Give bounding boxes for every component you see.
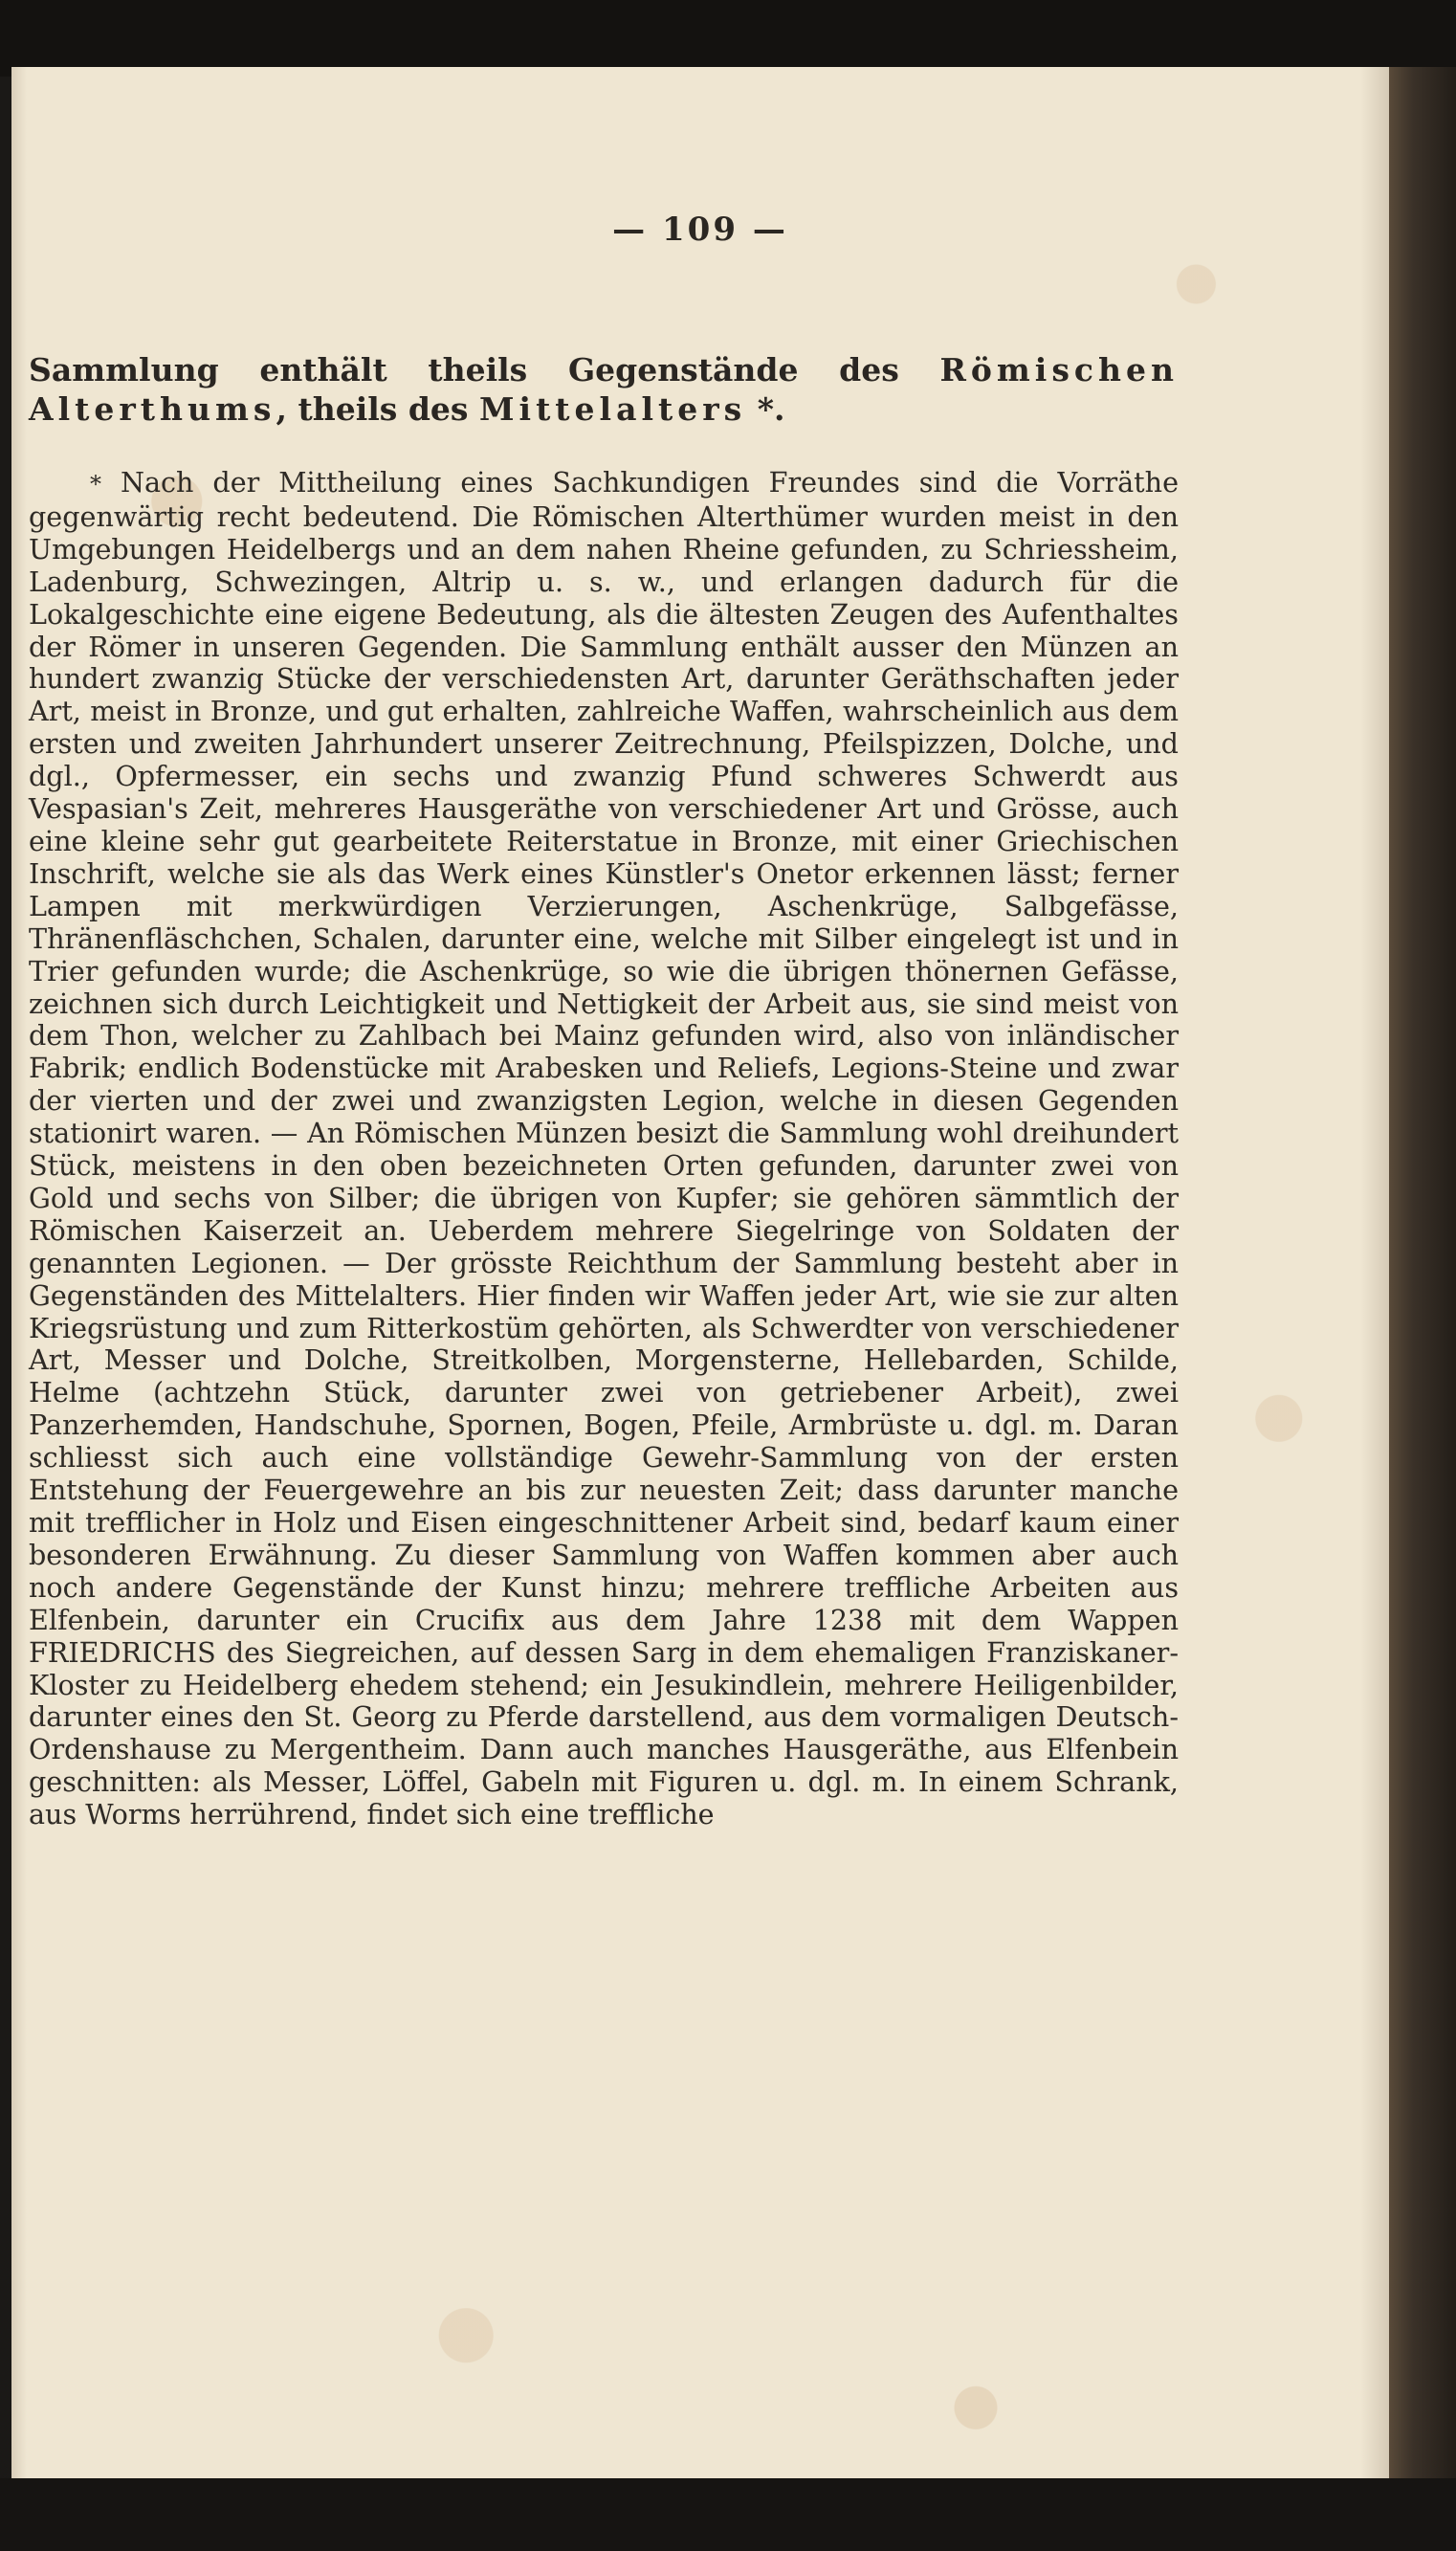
footnote-block bbox=[29, 467, 1179, 1831]
footnote-marker: * bbox=[90, 471, 101, 498]
heading-medieval: Mittelalters bbox=[479, 390, 747, 428]
heading-mid: , theils des bbox=[276, 390, 479, 428]
scan-bottom-border bbox=[0, 2478, 1456, 2551]
footnote-text: Nach der Mittheilung eines Sachkundigen Freundes sind die Vorräthe gegenwärtig recht bedeutend. Die Römischen Alterthümer wurden meist in den Umgebungen Heidelbergs und an dem nahen Rheine gefunden, zu Schriessheim, Ladenburg, Schwezingen, Altrip u. s. w., und erlangen dadurch für die Lokalgeschichte eine eigene Bedeutung, als die ältesten Zeugen des Aufenthaltes der Römer in unseren Gegenden. Die Sammlung enthält ausser den Münzen an hundert zwanzig Stücke der verschiedensten Art, darunter Geräthschaften jeder Art, meist in Bronze, und gut erhalten, zahlreiche Waffen, wahrscheinlich aus dem ersten und zweiten Jahrhundert unserer Zeitrechnung, Pfeilspizzen, Dolche, und dgl., Opfermesser, ein sechs und zwanzig Pfund schweres Schwerdt aus Vespasian's Zeit, mehreres Hausgeräthe von verschiedener Art und Grösse, auch eine kleine sehr gut gearbeitete Reiterstatue in Bronze, mit einer Griechischen Inschrift, welche sie als das Werk eines Künstler's Onetor erkennen lässt; ferner Lampen mit merkwürdigen Verzierungen, Aschenkrüge, Salbgefässe, Thränenfläschchen, Schalen, darunter eine, welche mit Silber eingelegt ist und in Trier gefunden wurde; die Aschenkrüge, so wie die übrigen thönernen Gefässe, zeichnen sich durch Leichtigkeit und Nettigkeit der Arbeit aus, sie sind meist von dem Thon, welcher zu Zahlbach bei Mainz gefunden wird, also von inländischer Fabrik; endlich Bodenstücke mit Arabesken und Reliefs, Legions-Steine und zwar der vierten und der zwei und zwanzigsten Legion, welche in diesen Gegenden stationirt waren. — An Römischen Münzen besizt die Sammlung wohl dreihundert Stück, meistens in den oben bezeichneten Orten gefunden, darunter zwei von Gold und sechs von Silber; die übrigen von Kupfer; sie gehören sämmtlich der Römischen Kaiserzeit an. Ueberdem mehrere Siegelringe von Soldaten der genannten Legionen. — Der grösste Reichthum der Sammlung besteht aber in Gegenständen des Mittelalters. Hier finden wir Waffen jeder Art, wie sie zur alten Kriegsrüstung und zum Ritterkostüm gehörten, als Schwerdter von verschiedener Art, Messer und Dolche, Streitkolben, Morgensterne, Hellebarden, Schilde, Helme (achtzehn Stück, darunter zwei von getriebener Arbeit), zwei Panzerhemden, Handschuhe, Spornen, Bogen, Pfeile, Armbrüste u. dgl. m. Daran schliesst sich auch eine vollständige Gewehr-Sammlung von der ersten Entstehung der Feuergewehre an bis zur neuesten Zeit; dass darunter manche mit trefflicher in Holz und Eisen eingeschnittener Arbeit sind, bedarf kaum einer besonderen Erwähnung. Zu dieser Sammlung von Waffen kommen aber auch noch andere Gegenstände der Kunst hinzu; mehrere treffliche Arbeiten aus Elfenbein, darunter ein Crucifix aus dem Jahre 1238 mit dem Wappen FRIEDRICHS des Siegreichen, auf dessen Sarg in dem ehemaligen Franziskaner-Kloster zu Heidelberg ehedem stehend; ein Jesukindlein, mehrere Heiligenbilder, darunter eines den St. Georg zu Pferde darstellend, aus dem vormaligen Deutsch-Ordenshause zu Mergentheim. Dann auch manches Hausgeräthe, aus Elfenbein geschnitten: als Messer, Löffel, Gabeln mit Figuren u. dgl. m. In einem Schrank, aus Worms herrührend, findet sich eine treffliche bbox=[29, 466, 1179, 1831]
book-page bbox=[11, 67, 1389, 2480]
heading-roman: Römischen Alterthums bbox=[29, 351, 1179, 428]
heading-footnote-marker: *. bbox=[746, 390, 785, 428]
scan-top-border bbox=[0, 0, 1456, 77]
heading-lead: Sammlung enthält theils Gegenstände des bbox=[29, 351, 940, 388]
page-heading bbox=[29, 350, 1179, 429]
page-number: — 109 — bbox=[612, 211, 788, 249]
book-page-edge bbox=[1385, 67, 1456, 2488]
